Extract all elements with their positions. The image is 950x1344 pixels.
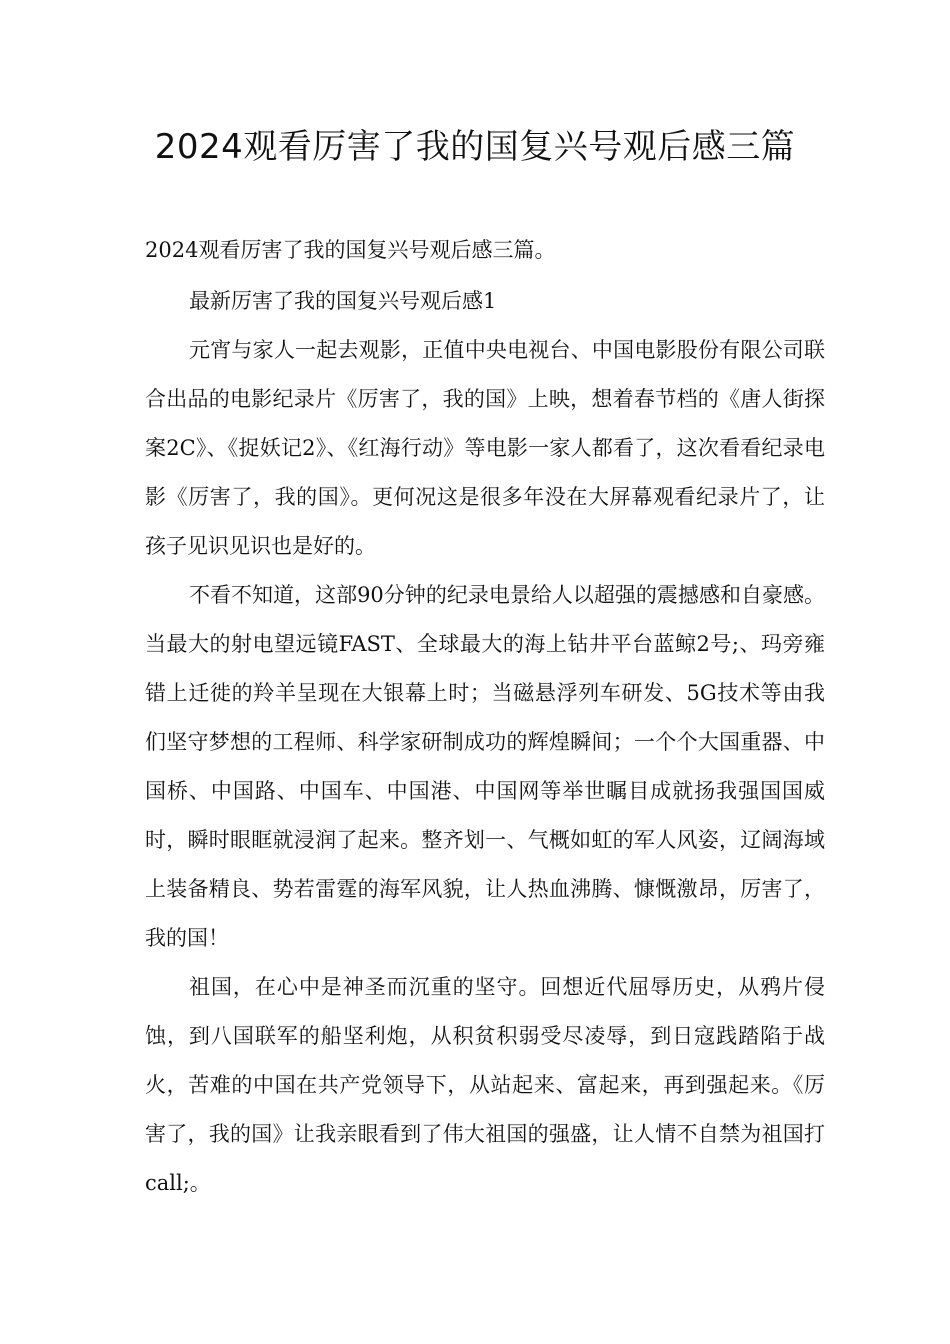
body-paragraph-1: 元宵与家人一起去观影，正值中央电视台、中国电影股份有限公司联合出品的电影纪录片《厉害了，我的国》上映，想着春节档的《唐人街探案2C》、《捉妖记2》、《红海行动》等电影一家人都看了，这次看看纪录电影《厉害了，我的国》。更何况这是很多年没在大屏幕观看纪录片了，让孩子见识见识也是好的。 (145, 338, 825, 558)
document-body (145, 226, 825, 1208)
intro-line: 2024观看厉害了我的国复兴号观后感三篇。 (145, 238, 556, 262)
body-paragraph-2: 不看不知道，这部90分钟的纪录电景给人以超强的震撼感和自豪感。当最大的射电望远镜FAST、全球最大的海上钻井平台蓝鲸2号;、玛旁雍错上迁徙的羚羊呈现在大银幕上时；当磁悬浮列车研发、5G技术等由我们坚守梦想的工程师、科学家研制成功的辉煌瞬间；一个个大国重器、中国桥、中国路、中国车、中国港、中国网等举世瞩目成就扬我强国国威时，瞬时眼眶就浸润了起来。整齐划一、气概如虹的军人风姿，辽阔海域上装备精良、势若雷霆的海军风貌，让人热血沸腾、慷慨激昂，厉害了，我的国！ (145, 583, 825, 950)
section-heading: 最新厉害了我的国复兴号观后感1 (189, 289, 497, 313)
body-paragraph-3: 祖国，在心中是神圣而沉重的坚守。回想近代屈辱历史，从鸦片侵蚀，到八国联军的船坚利炮，从积贫积弱受尽凌辱，到日寇践踏陷于战火，苦难的中国在共产党领导下，从站起来、富起来，再到强起来。《厉害了，我的国》让我亲眼看到了伟大祖国的强盛，让人情不自禁为祖国打call;。 (145, 975, 825, 1195)
document-title: 2024观看厉害了我的国复兴号观后感三篇 (154, 127, 796, 167)
